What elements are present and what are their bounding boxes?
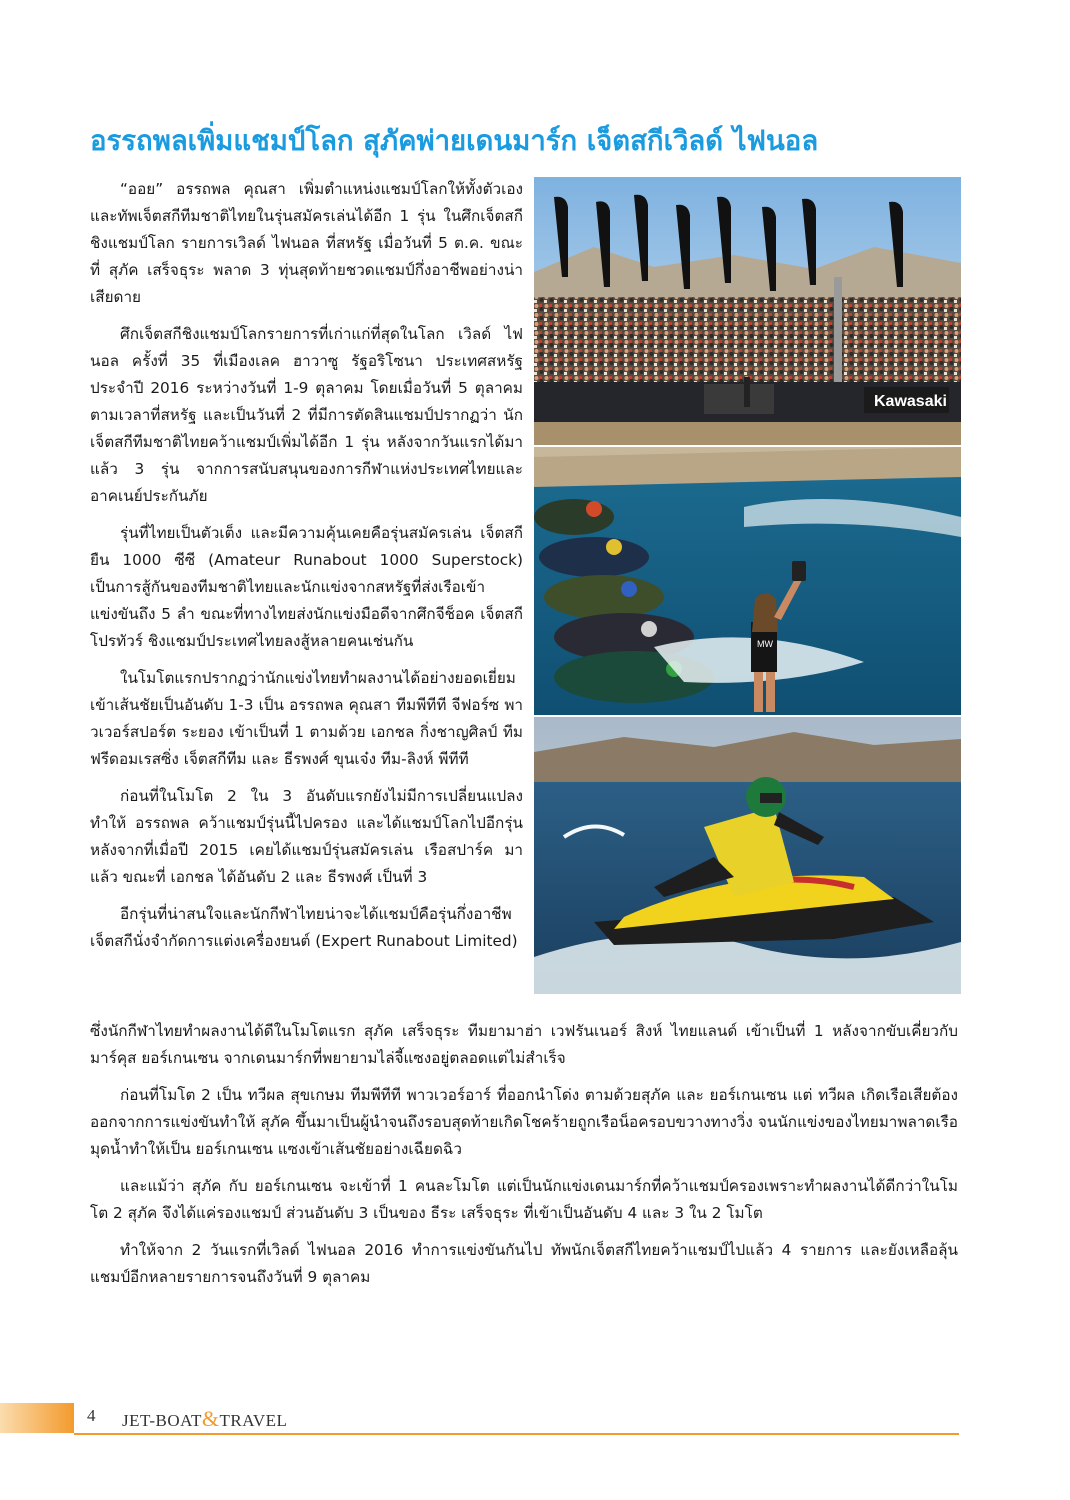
paragraph: ก่อนที่ในโมโต 2 ใน 3 อันดับแรกยังไม่มีการเปลี่ยนแปลง ทำให้ อรรถพล คว้าแชมป์รุ่นนี้ไปครอง และได้แชมป์โลกไปอีกรุ่น หลังจากที่เมื่อปี 2015 เคยได้แชมป์รุ่นสมัครเล่น เรือสปาร์ค มาแล้ว ขณะที่ เอกชล ได้อันดับ 2 และ ธีรพงศ์ เป็นที่ 3	[90, 787, 523, 886]
paragraph: และแม้ว่า สุภัค กับ ยอร์เกนเซน จะเข้าที่ 1 คนละโมโต แต่เป็นนักแข่งเดนมาร์กที่คว้าแชมป์ครองเพราะทำผลงานได้ดีกว่าในโมโต 2 สุภัค จึงได้แค่รองแชมป์ ส่วนอันดับ 3 เป็นของ ธีระ เสร็จธุระ ที่เข้าเป็นอันดับ 4 และ 3 ใน 2 โมโต	[90, 1177, 958, 1222]
paragraph: รุ่นที่ไทยเป็นตัวเต็ง และมีความคุ้นเคยคือรุ่นสมัครเล่น เจ็ตสกียืน 1000 ซีซี (Amateur Runabout 1000 Superstock) เป็นการสู้กันของทีมชาติไทยและนักแข่งจากสหรัฐที่ส่งเรือเข้าแข่งขันถึง 5 ลำ ขณะที่ทางไทยส่งนักแข่งมือดีจากศึกจีช็อค เจ็ตสกี โปรทัวร์ ชิงแชมป์ประเทศไทยลงสู้หลายคนเช่นกัน	[90, 524, 523, 650]
page-number: 4	[87, 1406, 96, 1425]
magazine-name	[122, 1406, 287, 1432]
magazine-ampersand: &	[201, 1406, 220, 1431]
article-title: อรรถพลเพิ่มแชมป์โลก สุภัคพ่ายเดนมาร์ก เจ็ตสกีเวิลด์ ไฟนอล	[90, 125, 819, 157]
kawasaki-banner: Kawasaki	[874, 393, 947, 410]
magazine-name-part1: JET-BOAT	[122, 1411, 202, 1430]
magazine-name-part2: TRAVEL	[219, 1411, 288, 1430]
footer-accent-bar	[0, 1403, 74, 1433]
wide-column	[90, 1018, 958, 1301]
paragraph: ก่อนที่โมโต 2 เป็น ทวีผล สุขเกษม ทีมพีทีที พาวเวอร์อาร์ ที่ออกนำโด่ง ตามด้วยสุภัค และ ยอร์เกนเซน แต่ ทวีผล เกิดเรือเสียต้องออกจากการแข่งขันทำให้ สุภัค ขึ้นมาเป็นผู้นำจนถึงรอบสุดท้ายเกิดโชคร้ายถูกเรือน็อครอบขวางทางวิ่ง จนนักแข่งของไทยมาพลาดเรือมุดน้ำทำให้เป็น ยอร์เกนเซน แซงเข้าเส้นชัยอย่างเฉียดฉิว	[90, 1086, 958, 1158]
paragraph: อีกรุ่นที่น่าสนใจและนักกีฬาไทยน่าจะได้แชมป์คือรุ่นกึ่งอาชีพเจ็ตสกีนั่งจำกัดการแต่งเครื่องยนต์ (Expert Runabout Limited)	[90, 905, 518, 950]
paragraph: “ออย” อรรถพล คุณสา เพิ่มตำแหน่งแชมป์โลกให้ทั้งตัวเองและทัพเจ็ตสกีทีมชาติไทยในรุ่นสมัครเล่นได้อีก 1 รุ่น ในศึกเจ็ตสกีชิงแชมป์โลก รายการเวิลด์ ไฟนอล ที่สหรัฐ เมื่อวันที่ 5 ต.ค. ขณะที่ สุภัค เสร็จธุระ พลาด 3 ทุ่นสุดท้ายชวดแชมป์กึ่งอาชีพอย่างน่าเสียดาย	[90, 180, 523, 306]
photo-start-line	[534, 447, 961, 715]
paragraph: ทำให้จาก 2 วันแรกที่เวิลด์ ไฟนอล 2016 ทำการแข่งขันกันไป ทัพนักเจ็ตสกีไทยคว้าแชมป์ไปแล้ว 4 รายการ และยังเหลือลุ้นแชมป์อีกหลายรายการจนถึงวันที่ 9 ตุลาคม	[90, 1241, 958, 1286]
photo-crowd	[534, 177, 961, 445]
paragraph: ในโมโตแรกปรากฏว่านักแข่งไทยทำผลงานได้อย่างยอดเยี่ยมเข้าเส้นชัยเป็นอันดับ 1-3 เป็น อรรถพล คุณสา ทีมพีทีที จีฟอร์ซ พาวเวอร์สปอร์ต ระยอง เข้าเป็นที่ 1 ตามด้วย เอกชล กิ่งชาญศิลป์ ทีมฟรีดอมเรสซิ่ง เจ็ตสกีทีม และ ธีรพงศ์ ขุนเจ๋ง ทีม-ลิงห์ พีทีที	[90, 669, 523, 768]
shirt-logo: MW	[757, 639, 773, 649]
paragraph: ซึ่งนักกีฬาไทยทำผลงานได้ดีในโมโตแรก สุภัค เสร็จธุระ ทีมยามาฮ่า เวฟรันเนอร์ สิงห์ ไทยแลนด์ เข้าเป็นที่ 1 หลังจากขับเคี่ยวกับมาร์คุส ยอร์เกนเซน จากเดนมาร์กที่พยายามไล่จี้แซงอยู่ตลอดแต่ไม่สำเร็จ	[90, 1022, 958, 1067]
left-column	[90, 176, 523, 965]
paragraph: ศึกเจ็ตสกีชิงแชมป์โลกรายการที่เก่าแก่ที่สุดในโลก เวิลด์ ไฟนอล ครั้งที่ 35 ที่เมืองเลค ฮาวาซู รัฐอริโซนา ประเทศสหรัฐ ประจำปี 2016 ระหว่างวันที่ 1-9 ตุลาคม โดยเมื่อวันที่ 5 ตุลาคม ตามเวลาที่สหรัฐ และเป็นวันที่ 2 ที่มีการตัดสินแชมป์ปรากฏว่า นักเจ็ตสกีทีมชาติไทยคว้าแชมป์เพิ่มได้อีก 1 รุ่น หลังจากวันแรกได้มาแล้ว 3 รุ่น จากการสนับสนุนของการกีฬาแห่งประเทศไทยและอาคเนย์ประกันภัย	[90, 325, 523, 505]
photo-rider	[534, 717, 961, 994]
footer-rule	[74, 1433, 959, 1435]
